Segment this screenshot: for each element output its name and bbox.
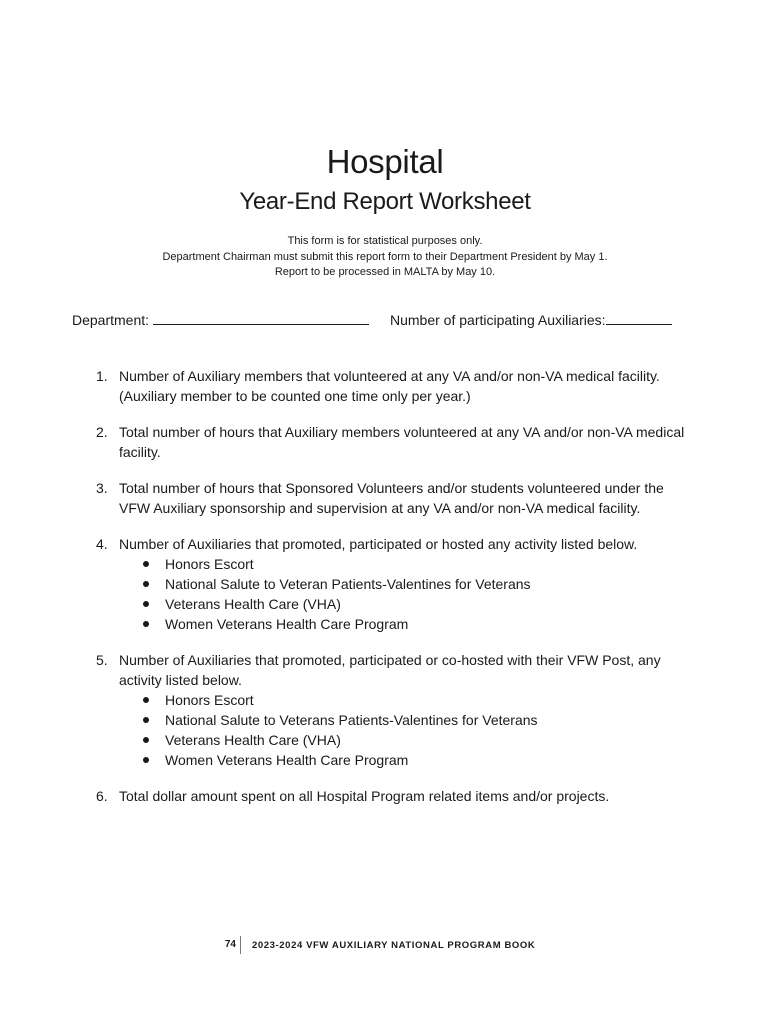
instructions (0, 234, 770, 281)
question-number: 3. (96, 480, 108, 496)
bullet-icon (143, 717, 149, 723)
department-blank[interactable] (153, 312, 369, 325)
bullet-icon (143, 581, 149, 587)
question-number: 4. (96, 536, 108, 552)
question-text: (Auxiliary member to be counted one time only per year.) (119, 388, 471, 404)
bullet-icon (143, 601, 149, 607)
activity-label: Honors Escort (165, 692, 254, 708)
activity-item (141, 574, 716, 594)
question-item (96, 478, 716, 518)
department-field (72, 312, 369, 328)
auxiliaries-count-blank[interactable] (606, 312, 672, 325)
activity-item (141, 710, 716, 730)
bullet-icon (143, 737, 149, 743)
question-item (96, 366, 716, 406)
activity-item (141, 594, 716, 614)
question-text: Number of Auxiliaries that promoted, participated or co-hosted with their VFW Post, any (119, 652, 661, 668)
auxiliaries-count-label: Number of participating Auxiliaries: (390, 312, 606, 328)
activity-item (141, 730, 716, 750)
activity-label: National Salute to Veterans Patients-Valentines for Veterans (165, 712, 538, 728)
question-list (96, 366, 716, 822)
question-text: activity listed below. (119, 672, 242, 688)
instruction-line: Department Chairman must submit this report form to their Department President by May 1. (162, 250, 608, 263)
question-text: facility. (119, 444, 161, 460)
question-text: VFW Auxiliary sponsorship and supervision at any VA and/or non-VA medical facility. (119, 500, 641, 516)
question-text: Total number of hours that Sponsored Volunteers and/or students volunteered under the (119, 480, 664, 496)
page-number: 74 (224, 939, 236, 950)
question-text: Total dollar amount spent on all Hospital Program related items and/or projects. (119, 788, 610, 804)
activity-item (141, 690, 716, 710)
footer-divider (240, 936, 241, 954)
question-number: 2. (96, 424, 108, 440)
instruction-line: This form is for statistical purposes only. (287, 235, 483, 247)
question-item (96, 786, 716, 806)
activity-list (119, 554, 716, 634)
book-title: 2023-2024 VFW AUXILIARY NATIONAL PROGRAM BOOK (252, 940, 536, 951)
auxiliaries-count-field (390, 312, 672, 328)
page-title: Hospital (326, 143, 444, 180)
question-item (96, 650, 716, 770)
activity-list (119, 690, 716, 770)
department-label: Department: (72, 312, 150, 328)
bullet-icon (143, 561, 149, 567)
activity-item (141, 554, 716, 574)
activity-label: Honors Escort (165, 556, 254, 572)
activity-label: National Salute to Veteran Patients-Valentines for Veterans (165, 576, 531, 592)
activity-label: Veterans Health Care (VHA) (165, 596, 341, 612)
question-number: 6. (96, 788, 108, 804)
activity-item (141, 614, 716, 634)
bullet-icon (143, 757, 149, 763)
activity-item (141, 750, 716, 770)
instruction-line: Report to be processed in MALTA by May 10. (274, 266, 496, 278)
question-item (96, 422, 716, 462)
question-item (96, 534, 716, 634)
question-text: Number of Auxiliaries that promoted, participated or hosted any activity listed below. (119, 536, 638, 552)
page-subtitle: Year-End Report Worksheet (239, 188, 531, 215)
question-number: 5. (96, 652, 108, 668)
activity-label: Women Veterans Health Care Program (165, 616, 409, 632)
bullet-icon (143, 697, 149, 703)
bullet-icon (143, 621, 149, 627)
question-text: Total number of hours that Auxiliary members volunteered at any VA and/or non-VA medical (119, 424, 685, 440)
activity-label: Women Veterans Health Care Program (165, 752, 409, 768)
question-number: 1. (96, 368, 108, 384)
question-text: Number of Auxiliary members that volunteered at any VA and/or non-VA medical facility. (119, 368, 660, 384)
activity-label: Veterans Health Care (VHA) (165, 732, 341, 748)
